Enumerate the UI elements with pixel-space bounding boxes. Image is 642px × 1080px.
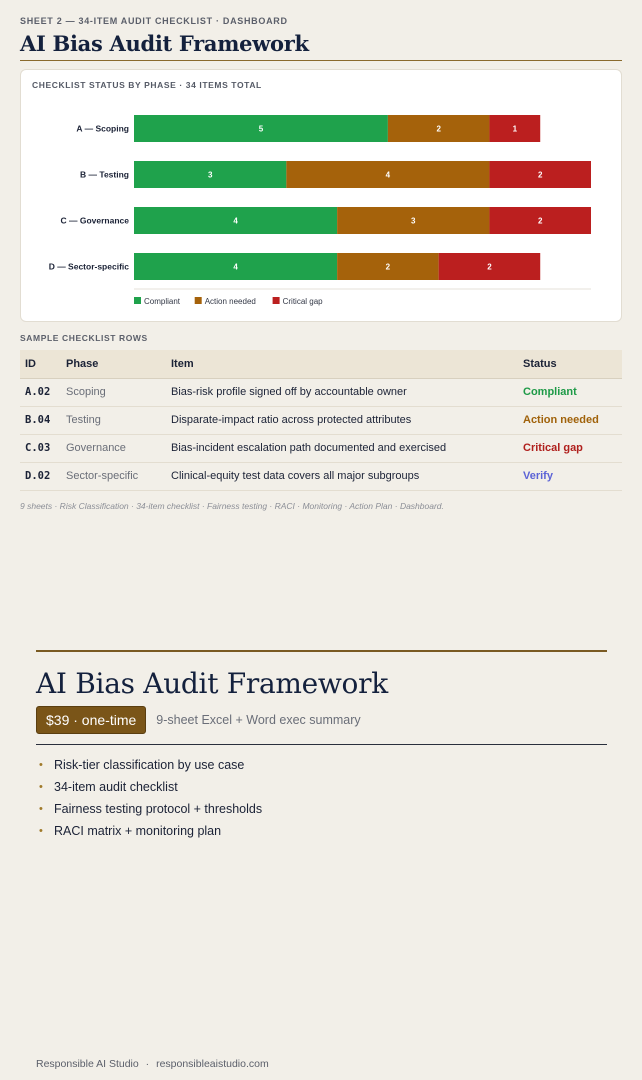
table-row [20, 406, 622, 434]
row-id: A.02 [20, 378, 61, 406]
price-badge[interactable]: $39 · one-time [36, 706, 146, 734]
legend-swatch [134, 297, 141, 304]
category-label: D — Sector-specific [48, 261, 129, 272]
data-label: 2 [436, 124, 441, 134]
col-header-item: Item [166, 350, 518, 378]
data-label: 4 [233, 216, 238, 226]
list-item: • Risk-tier classification by use case [36, 757, 607, 779]
data-label: 2 [537, 170, 543, 180]
table-footnote: 9 sheets · Risk Classification · 34-item checklist · Fairness testing · RACI · Monitoring · Action Plan · Dashboard. [20, 500, 444, 511]
row-item: Disparate-impact ratio across protected attributes [166, 406, 518, 434]
table-header-row [20, 350, 622, 378]
row-id: B.04 [20, 406, 61, 434]
data-label: 5 [258, 124, 264, 134]
row-item: Bias-incident escalation path documented and exercised [166, 434, 518, 462]
row-status: Critical gap [518, 434, 622, 462]
product-promo [36, 650, 607, 845]
row-status: Compliant [518, 378, 622, 406]
legend-swatch [195, 297, 202, 304]
row-item: Bias-risk profile signed off by accountable owner [166, 378, 518, 406]
list-item: • Fairness testing protocol + thresholds [36, 801, 607, 823]
data-label: 4 [233, 262, 238, 272]
data-label: 1 [512, 124, 518, 134]
sheet-header [0, 0, 642, 61]
col-header-status: Status [518, 350, 622, 378]
list-item: • 34-item audit checklist [36, 779, 607, 801]
category-label: A — Scoping [76, 123, 129, 134]
table-section-label: SAMPLE CHECKLIST ROWS [20, 333, 148, 343]
data-label: 3 [207, 170, 213, 180]
row-status: Action needed [518, 406, 622, 434]
site-footer [36, 1058, 269, 1070]
row-id: D.02 [20, 462, 61, 490]
table-row [20, 378, 622, 406]
row-id: C.03 [20, 434, 61, 462]
category-label: C — Governance [60, 215, 129, 226]
data-label: 3 [411, 216, 416, 226]
table-row [20, 462, 622, 490]
legend-label: Compliant [144, 297, 181, 306]
data-label: 2 [487, 262, 492, 272]
row-phase: Scoping [61, 378, 166, 406]
data-label: 2 [537, 216, 543, 226]
feature-list [36, 757, 607, 845]
page-title: AI Bias Audit Framework [20, 31, 622, 61]
sheet-eyebrow: SHEET 2 — 34-ITEM AUDIT CHECKLIST · DASHBOARD [20, 16, 288, 26]
product-title: AI Bias Audit Framework [36, 667, 388, 700]
row-phase: Sector-specific [61, 462, 166, 490]
table-row [20, 434, 622, 462]
site-link[interactable]: responsibleaistudio.com [156, 1058, 269, 1070]
legend-swatch [273, 297, 280, 304]
data-label: 4 [385, 170, 391, 180]
data-label: 2 [385, 262, 391, 272]
checklist-table [20, 350, 622, 491]
price-row [36, 706, 607, 745]
row-phase: Testing [61, 406, 166, 434]
footer-separator: · [145, 1058, 150, 1070]
chart-card [20, 69, 622, 322]
row-status: Verify [518, 462, 622, 490]
category-label: B — Testing [80, 169, 129, 180]
list-item: • RACI matrix + monitoring plan [36, 823, 607, 845]
row-phase: Governance [61, 434, 166, 462]
chart-title: CHECKLIST STATUS BY PHASE · 34 ITEMS TOTAL [32, 80, 262, 90]
legend-label: Critical gap [282, 297, 323, 306]
col-header-phase: Phase [61, 350, 166, 378]
col-header-id: ID [20, 350, 61, 378]
brand-name: Responsible AI Studio [36, 1058, 139, 1070]
legend-label: Action needed [204, 297, 256, 306]
stacked-bar-chart [21, 70, 621, 323]
price-note: 9-sheet Excel + Word exec summary [156, 713, 361, 727]
row-item: Clinical-equity test data covers all major subgroups [166, 462, 518, 490]
